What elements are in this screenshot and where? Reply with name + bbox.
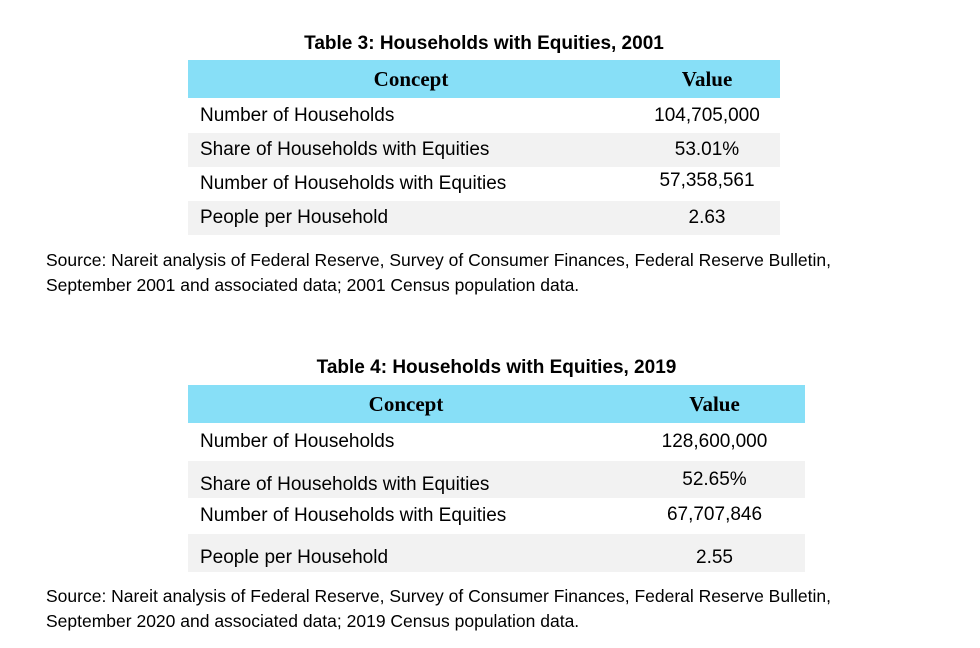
- table-row: [188, 167, 780, 201]
- table-4: [188, 385, 805, 572]
- column-header-concept: Concept: [188, 60, 634, 98]
- table-row: [188, 534, 805, 572]
- column-header-value: Value: [624, 385, 805, 423]
- concept-cell: People per Household: [188, 534, 624, 572]
- source-line: Source: Nareit analysis of Federal Reserve, Survey of Consumer Finances, Federal Reserve Bulletin,: [46, 250, 831, 270]
- table-3-header-row: [188, 60, 780, 98]
- value-cell: 52.65%: [624, 461, 805, 498]
- table-row: [188, 201, 780, 235]
- value-cell: 104,705,000: [654, 104, 760, 126]
- value-cell: 2.55: [624, 534, 805, 572]
- concept-cell: Number of Households with Equities: [200, 505, 507, 526]
- table-row: [188, 498, 805, 534]
- concept-cell: Number of Households: [200, 431, 395, 452]
- value-cell: 128,600,000: [661, 431, 768, 452]
- source-line: Source: Nareit analysis of Federal Reserve, Survey of Consumer Finances, Federal Reserve Bulletin,: [46, 586, 831, 606]
- table-3-source-note: [46, 248, 946, 298]
- value-cell: 57,358,561: [659, 170, 755, 191]
- source-line: September 2020 and associated data; 2019 Census population data.: [46, 611, 580, 631]
- table-row: [188, 133, 780, 167]
- concept-cell: People per Household: [188, 201, 634, 235]
- concept-cell: Share of Households with Equities: [188, 461, 624, 498]
- table-4-title: Table 4: Households with Equities, 2019: [316, 357, 677, 378]
- table-3-title: Table 3: Households with Equities, 2001: [304, 33, 664, 54]
- table-3: [188, 60, 780, 235]
- table-row: [188, 423, 805, 461]
- value-cell: 67,707,846: [666, 504, 763, 525]
- concept-cell: Share of Households with Equities: [188, 133, 634, 167]
- table-row: [188, 461, 805, 498]
- column-header-concept: Concept: [188, 385, 624, 423]
- source-line: September 2001 and associated data; 2001 Census population data.: [46, 275, 580, 295]
- concept-cell: Number of Households: [200, 104, 395, 126]
- column-header-value: Value: [634, 60, 780, 98]
- table-4-header-row: [188, 385, 805, 423]
- table-row: [188, 98, 780, 133]
- concept-cell: Number of Households with Equities: [200, 173, 507, 194]
- value-cell: 53.01%: [634, 133, 780, 167]
- table-4-source-note: [46, 584, 946, 634]
- value-cell: 2.63: [634, 201, 780, 235]
